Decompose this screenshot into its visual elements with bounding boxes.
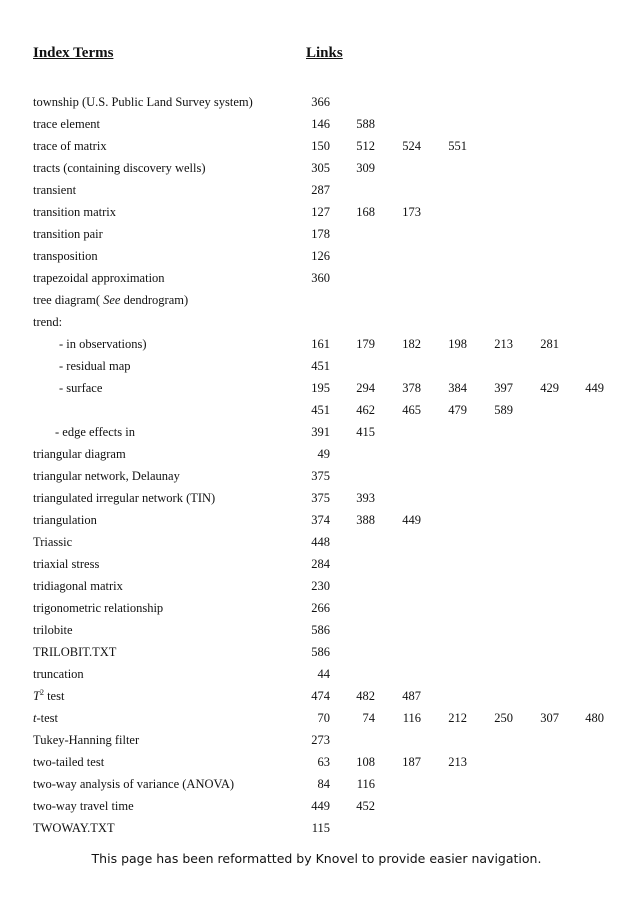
page-link[interactable]: 360: [311, 271, 330, 285]
page-link[interactable]: 451: [311, 359, 330, 373]
index-term: [33, 751, 104, 773]
index-entry: [0, 157, 633, 179]
page-link[interactable]: 49: [317, 447, 330, 461]
index-term: [33, 619, 73, 641]
index-entry: [0, 333, 633, 355]
index-entry: [0, 289, 633, 311]
page-link[interactable]: 213: [494, 337, 513, 351]
page-link[interactable]: 465: [402, 403, 421, 417]
see-reference: See: [103, 293, 121, 307]
page-link[interactable]: 44: [317, 667, 330, 681]
index-entry: [0, 443, 633, 465]
index-term: [33, 91, 253, 113]
page-link[interactable]: 586: [311, 645, 330, 659]
page-link[interactable]: 588: [356, 117, 375, 131]
index-term-text: Triassic: [33, 535, 73, 549]
page-link[interactable]: 116: [356, 777, 375, 791]
page-link[interactable]: 116: [402, 711, 421, 725]
page-link[interactable]: 173: [402, 205, 421, 219]
index-term-text: triangular diagram: [33, 447, 126, 461]
index-term: [33, 223, 103, 245]
index-term: [55, 421, 135, 443]
index-term-text: transient: [33, 183, 77, 197]
page-link[interactable]: 198: [448, 337, 467, 351]
index-term-text: Tukey-Hanning filter: [33, 733, 140, 747]
index-term-text: TRILOBIT.TXT: [33, 645, 117, 659]
index-entry: [0, 663, 633, 685]
index-term: [33, 553, 99, 575]
index-term-text: township (U.S. Public Land Survey system): [33, 95, 253, 109]
page-link[interactable]: 146: [311, 117, 330, 131]
index-entry: [0, 487, 633, 509]
index-term: [33, 267, 165, 289]
page-link[interactable]: 384: [448, 381, 467, 395]
page-link[interactable]: 273: [311, 733, 330, 747]
index-term: [33, 663, 84, 685]
index-entry: [0, 817, 633, 839]
page-link[interactable]: 480: [585, 711, 604, 725]
page-link[interactable]: 448: [311, 535, 330, 549]
page-link[interactable]: 305: [311, 161, 330, 175]
index-term-text: tracts (containing discovery wells): [33, 161, 206, 175]
index-term-italic: t: [33, 711, 37, 725]
index-entry: [0, 751, 633, 773]
index-term-text: trend:: [33, 315, 63, 329]
index-term-text: - surface: [59, 381, 103, 395]
index-entry: [0, 223, 633, 245]
index-term: [33, 465, 180, 487]
index-terms-heading: Index Terms: [33, 45, 114, 61]
index-term: [59, 377, 102, 399]
page-link[interactable]: 378: [402, 381, 421, 395]
page-link[interactable]: 586: [311, 623, 330, 637]
index-term-superscript: 2: [39, 687, 44, 697]
index-entry: [0, 553, 633, 575]
index-term-text: trilobite: [33, 623, 73, 637]
page-link[interactable]: 187: [402, 755, 421, 769]
page-link[interactable]: 375: [311, 469, 330, 483]
page-link[interactable]: 287: [311, 183, 330, 197]
index-term-text: two-way travel time: [33, 799, 134, 813]
index-entry: [0, 597, 633, 619]
page-link[interactable]: 589: [494, 403, 513, 417]
index-term-text: triaxial stress: [33, 557, 100, 571]
index-term: [33, 245, 98, 267]
page-link[interactable]: 429: [540, 381, 559, 395]
page-link[interactable]: 84: [317, 777, 330, 791]
index-entry: [0, 531, 633, 553]
index-term: [33, 707, 58, 729]
index-entry: [0, 465, 633, 487]
index-term-text: triangular network, Delaunay: [33, 469, 180, 483]
index-term-text: trace of matrix: [33, 139, 107, 153]
index-term: [33, 531, 72, 553]
index-entry: [0, 773, 633, 795]
index-list: [0, 91, 633, 839]
index-term: [33, 575, 123, 597]
index-term-text: transition pair: [33, 227, 103, 241]
index-term: [33, 729, 139, 751]
page-link[interactable]: 524: [402, 139, 421, 153]
page-link[interactable]: 309: [356, 161, 375, 175]
index-term-text: -test: [36, 711, 59, 725]
page-link[interactable]: 108: [356, 755, 375, 769]
index-entry: [0, 399, 633, 421]
index-term-text: - edge effects in: [55, 425, 135, 439]
index-entry: [0, 685, 633, 707]
page-link[interactable]: 127: [311, 205, 330, 219]
page-link[interactable]: 74: [362, 711, 375, 725]
page-link[interactable]: 551: [448, 139, 467, 153]
index-term: [33, 157, 206, 179]
index-entry: [0, 91, 633, 113]
page-link[interactable]: 388: [356, 513, 375, 527]
page-link[interactable]: 294: [356, 381, 375, 395]
index-entry: [0, 179, 633, 201]
page-link[interactable]: 391: [311, 425, 330, 439]
page-link[interactable]: 179: [356, 337, 375, 351]
see-target: dendrogram): [120, 293, 189, 307]
page-link[interactable]: 474: [311, 689, 330, 703]
index-term: [33, 289, 188, 311]
page-link[interactable]: 479: [448, 403, 467, 417]
index-term-text: tridiagonal matrix: [33, 579, 123, 593]
index-term-italic: T: [33, 689, 40, 703]
page-link[interactable]: 281: [540, 337, 559, 351]
links-heading: Links: [306, 45, 343, 61]
page-link[interactable]: 168: [356, 205, 375, 219]
page-link[interactable]: 213: [448, 755, 467, 769]
page-link[interactable]: 415: [356, 425, 375, 439]
page-link[interactable]: 449: [311, 799, 330, 813]
index-entry: [0, 641, 633, 663]
page-link[interactable]: 195: [311, 381, 330, 395]
page-link[interactable]: 126: [311, 249, 330, 263]
index-entry: [0, 201, 633, 223]
page-link[interactable]: 512: [356, 139, 375, 153]
page-link[interactable]: 212: [448, 711, 467, 725]
index-term-text: two-tailed test: [33, 755, 105, 769]
index-entry: [0, 575, 633, 597]
page-link[interactable]: 397: [494, 381, 513, 395]
index-entry: [0, 509, 633, 531]
page-link[interactable]: 161: [311, 337, 330, 351]
index-term: [33, 113, 100, 135]
index-term-text: transposition: [33, 249, 98, 263]
page-link[interactable]: 284: [311, 557, 330, 571]
page-link[interactable]: 178: [311, 227, 330, 241]
index-term: [33, 135, 107, 157]
index-entry: [0, 245, 633, 267]
index-term-text: two-way analysis of variance (ANOVA): [33, 777, 235, 791]
index-entry: [0, 377, 633, 399]
see-prefix: (: [95, 293, 104, 307]
index-term: [33, 795, 134, 817]
index-entry: [0, 421, 633, 443]
page-link[interactable]: 70: [317, 711, 330, 725]
index-entry: [0, 355, 633, 377]
index-term-text: - in observations): [59, 337, 147, 351]
index-term-text: triangulation: [33, 513, 97, 527]
page-link[interactable]: 230: [311, 579, 330, 593]
index-term-text: trace element: [33, 117, 100, 131]
page-link[interactable]: 307: [540, 711, 559, 725]
index-term-text: - residual map: [59, 359, 131, 373]
index-entry: [0, 113, 633, 135]
page-link[interactable]: 451: [311, 403, 330, 417]
index-entry: [0, 267, 633, 289]
index-term-text: test: [43, 689, 65, 703]
index-entry: [0, 135, 633, 157]
index-term-text: TWOWAY.TXT: [33, 821, 115, 835]
page-link[interactable]: 487: [402, 689, 421, 703]
index-term: [33, 487, 215, 509]
index-term-text: truncation: [33, 667, 84, 681]
index-term: [33, 311, 62, 333]
reformatted-notice: This page has been reformatted by Knovel to provide easier navigation.: [91, 851, 542, 866]
page-link[interactable]: 266: [311, 601, 330, 615]
index-term: [33, 641, 116, 663]
page-link[interactable]: 449: [402, 513, 421, 527]
page-link[interactable]: 482: [356, 689, 375, 703]
page-link[interactable]: 452: [356, 799, 375, 813]
page-link[interactable]: 182: [402, 337, 421, 351]
index-term: [33, 817, 115, 839]
index-term: [33, 597, 163, 619]
page-link[interactable]: 150: [311, 139, 330, 153]
index-entry: [0, 707, 633, 729]
page-link[interactable]: 115: [311, 821, 330, 835]
index-entry: [0, 619, 633, 641]
page-link[interactable]: 63: [317, 755, 330, 769]
index-entry: [0, 311, 633, 333]
index-term-text: transition matrix: [33, 205, 116, 219]
index-term: [33, 443, 126, 465]
index-term: [33, 773, 234, 795]
page-link[interactable]: 375: [311, 491, 330, 505]
index-term-text: trigonometric relationship: [33, 601, 164, 615]
page-link[interactable]: 449: [585, 381, 604, 395]
index-term: [59, 333, 146, 355]
page-link[interactable]: 462: [356, 403, 375, 417]
index-term: [59, 355, 131, 377]
page-link[interactable]: 393: [356, 491, 375, 505]
page-link[interactable]: 366: [311, 95, 330, 109]
index-term: [33, 685, 64, 707]
index-term: [33, 179, 76, 201]
index-term: [33, 201, 116, 223]
page-link[interactable]: 374: [311, 513, 330, 527]
index-entry: [0, 729, 633, 751]
page-link[interactable]: 250: [494, 711, 513, 725]
index-term-text: triangulated irregular network (TIN): [33, 491, 216, 505]
index-term: [33, 509, 97, 531]
index-term-text: tree diagram: [33, 293, 96, 307]
index-term-text: trapezoidal approximation: [33, 271, 165, 285]
index-entry: [0, 795, 633, 817]
